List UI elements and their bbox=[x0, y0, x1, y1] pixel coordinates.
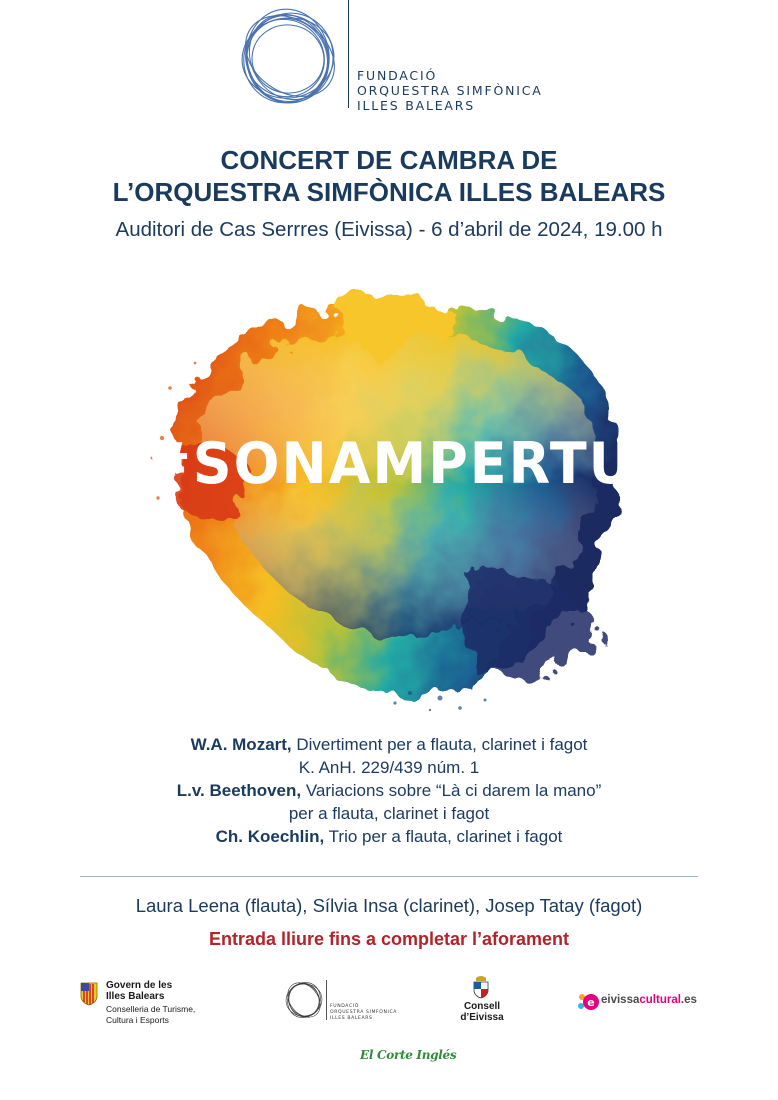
logo-divider bbox=[348, 0, 349, 108]
govern-dept-line: Cultura i Esports bbox=[106, 1015, 169, 1025]
title-line-2: L’ORQUESTRA SIMFÒNICA ILLES BALEARS bbox=[112, 177, 666, 207]
composer-name: Ch. Koechlin, bbox=[215, 827, 325, 846]
fosib-small-line: ILLES BALEARS bbox=[330, 1016, 373, 1021]
concert-title bbox=[0, 144, 778, 208]
eivissacultural-logo bbox=[577, 990, 707, 1014]
work-title: Variacions sobre “Là ci darem la mano” bbox=[301, 781, 602, 800]
work-title: Trio per a flauta, clarinet i fagot bbox=[324, 827, 563, 846]
svg-text:e: e bbox=[587, 996, 595, 1009]
consell-name-line: Consell bbox=[463, 1001, 501, 1012]
consell-name-line: d’Eivissa bbox=[460, 1012, 504, 1023]
el-corte-ingles-logo bbox=[360, 1048, 457, 1070]
govern-name-line: Illes Balears bbox=[106, 991, 165, 1002]
work-title: K. AnH. 229/439 núm. 1 bbox=[298, 758, 480, 777]
programme-line bbox=[0, 733, 778, 756]
govern-dept-line: Conselleria de Turisme, bbox=[106, 1004, 196, 1014]
free-entry-note: Entrada lliure fins a completar l’aforament bbox=[208, 929, 570, 949]
cultural-part: cultural bbox=[639, 994, 681, 1006]
consell-crest-icon bbox=[471, 975, 491, 999]
fosib-logo-text bbox=[357, 68, 543, 113]
programme-line bbox=[0, 779, 778, 802]
fosib-small-line: ORQUESTRA SIMFÒNICA bbox=[330, 1010, 398, 1015]
domain-part: .es bbox=[680, 994, 697, 1006]
eivissacultural-icon bbox=[577, 991, 599, 1013]
govern-name bbox=[106, 980, 172, 1002]
sponsor-name: El Corte Inglés bbox=[360, 1048, 457, 1062]
eivissa-part: eivissa bbox=[601, 994, 640, 1006]
logo-line-1: FUNDACIÓ bbox=[357, 68, 438, 83]
divider-rule bbox=[80, 876, 698, 877]
govern-shield-icon bbox=[80, 982, 98, 1006]
fosib-small-line: FUNDACIÓ bbox=[330, 1004, 359, 1009]
programme-line bbox=[0, 756, 778, 779]
fosib-small-logo bbox=[282, 978, 442, 1028]
govern-department bbox=[106, 1004, 195, 1026]
consell-eivissa-logo bbox=[452, 975, 512, 1025]
fosib-small-divider bbox=[326, 980, 327, 1020]
logo-line-3: ILLES BALEARS bbox=[357, 98, 475, 113]
fosib-small-text bbox=[330, 1004, 397, 1022]
logo-line-2: ORQUESTRA SIMFÒNICA bbox=[357, 83, 543, 98]
programme-line bbox=[0, 825, 778, 848]
fosib-small-mark-icon bbox=[282, 978, 326, 1022]
composer-name: L.v. Beethoven, bbox=[176, 781, 302, 800]
hashtag-text: #SONAMPERTU bbox=[145, 432, 635, 498]
programme bbox=[0, 733, 778, 848]
programme-line bbox=[0, 802, 778, 825]
work-title: Divertiment per a flauta, clarinet i fagot bbox=[291, 735, 588, 754]
consell-name bbox=[452, 1001, 512, 1023]
paint-splash-artwork bbox=[140, 268, 640, 718]
title-line-1: CONCERT DE CAMBRA DE bbox=[220, 145, 558, 175]
composer-name: W.A. Mozart, bbox=[190, 735, 292, 754]
eivissacultural-text bbox=[601, 994, 697, 1006]
fosib-logo-mark-icon bbox=[228, 6, 346, 110]
work-title: per a flauta, clarinet i fagot bbox=[288, 804, 490, 823]
performers: Laura Leena (flauta), Sílvia Insa (clarinet), Josep Tatay (fagot) bbox=[135, 895, 643, 916]
venue-date: Auditori de Cas Serrres (Eivissa) - 6 d’abril de 2024, 19.00 h bbox=[115, 218, 663, 241]
govern-illes-balears-logo bbox=[80, 980, 220, 1032]
govern-name-line: Govern de les bbox=[106, 980, 173, 991]
